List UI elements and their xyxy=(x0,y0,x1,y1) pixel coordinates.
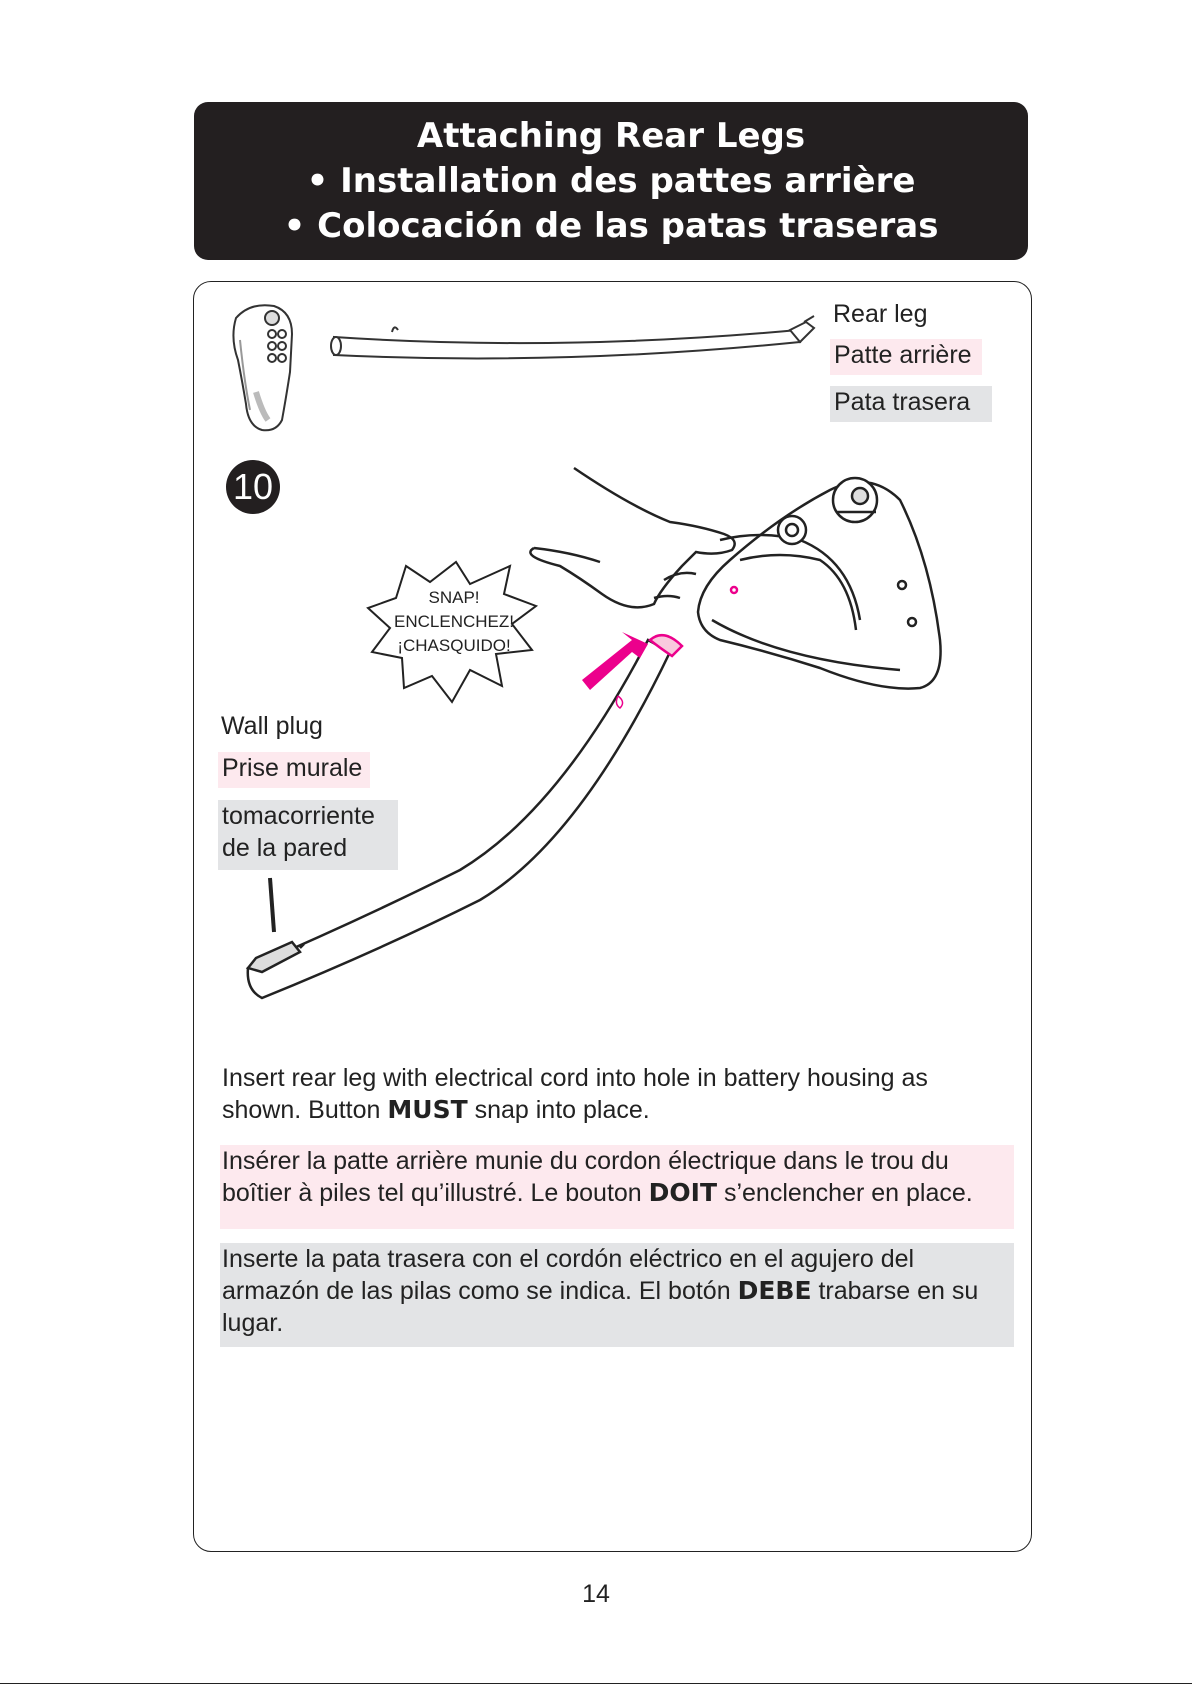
instruction-es-line2 xyxy=(222,1275,1014,1307)
instruction-es-part-c: trabarse en su xyxy=(811,1277,979,1305)
instruction-french xyxy=(220,1145,1014,1229)
rear-leg-label-en: Rear leg xyxy=(833,300,928,328)
instruction-en-line1: Insert rear leg with electrical cord into hole in battery housing as xyxy=(222,1064,928,1092)
title-french: • Installation des pattes arrière xyxy=(306,161,916,201)
step-number-badge: 10 xyxy=(226,460,280,514)
wall-plug-label-es-line2: de la pared xyxy=(222,834,348,862)
instruction-fr-line2 xyxy=(222,1177,1014,1209)
title-english: Attaching Rear Legs xyxy=(416,116,806,156)
battery-housing-part-illustration xyxy=(233,305,292,430)
snap-text-es: ¡CHASQUIDO! xyxy=(397,636,511,655)
instruction-english xyxy=(222,1062,1022,1126)
wall-plug-label-fr: Prise murale xyxy=(218,752,370,788)
instruction-en-part-c: snap into place. xyxy=(467,1096,650,1124)
instruction-es-emphasis: DEBE xyxy=(737,1276,812,1305)
page-number: 14 xyxy=(582,1580,610,1608)
instruction-fr-part-c: s’enclencher en place. xyxy=(717,1179,973,1207)
rear-leg-part-illustration xyxy=(331,316,814,358)
wall-plug-label-es xyxy=(218,800,398,870)
instruction-fr-emphasis: DOIT xyxy=(648,1178,718,1207)
rear-leg-label-fr: Patte arrière xyxy=(830,339,982,375)
title-spanish: • Colocación de las patas traseras xyxy=(283,206,939,246)
wall-plug-label-en: Wall plug xyxy=(221,712,323,740)
snap-text-block xyxy=(374,586,534,658)
wall-plug-pointer-line xyxy=(270,878,274,932)
instruction-en-part-a: shown. Button xyxy=(222,1096,388,1124)
snap-text-en: SNAP! xyxy=(428,588,480,607)
instruction-en-line2 xyxy=(222,1094,1022,1126)
instruction-spanish xyxy=(220,1243,1014,1347)
instruction-es-part-a: armazón de las pilas como se indica. El botón xyxy=(222,1277,738,1305)
hand-illustration xyxy=(530,468,734,607)
snap-text-fr: ENCLENCHEZ! xyxy=(394,612,514,631)
seat-base-illustration xyxy=(698,478,941,689)
bottom-rule xyxy=(0,1683,1192,1684)
instruction-fr-part-a: boîtier à piles tel qu’illustré. Le bouton xyxy=(222,1179,649,1207)
instruction-es-line1: Inserte la pata trasera con el cordón eléctrico en el agujero del xyxy=(222,1245,915,1273)
instruction-es-line3: lugar. xyxy=(222,1309,284,1337)
wall-plug-label-es-line1: tomacorriente xyxy=(222,802,375,830)
rear-leg-label-es: Pata trasera xyxy=(830,386,992,422)
instruction-fr-line1: Insérer la patte arrière munie du cordon électrique dans le trou du xyxy=(222,1147,949,1175)
instruction-en-emphasis: MUST xyxy=(387,1095,468,1124)
